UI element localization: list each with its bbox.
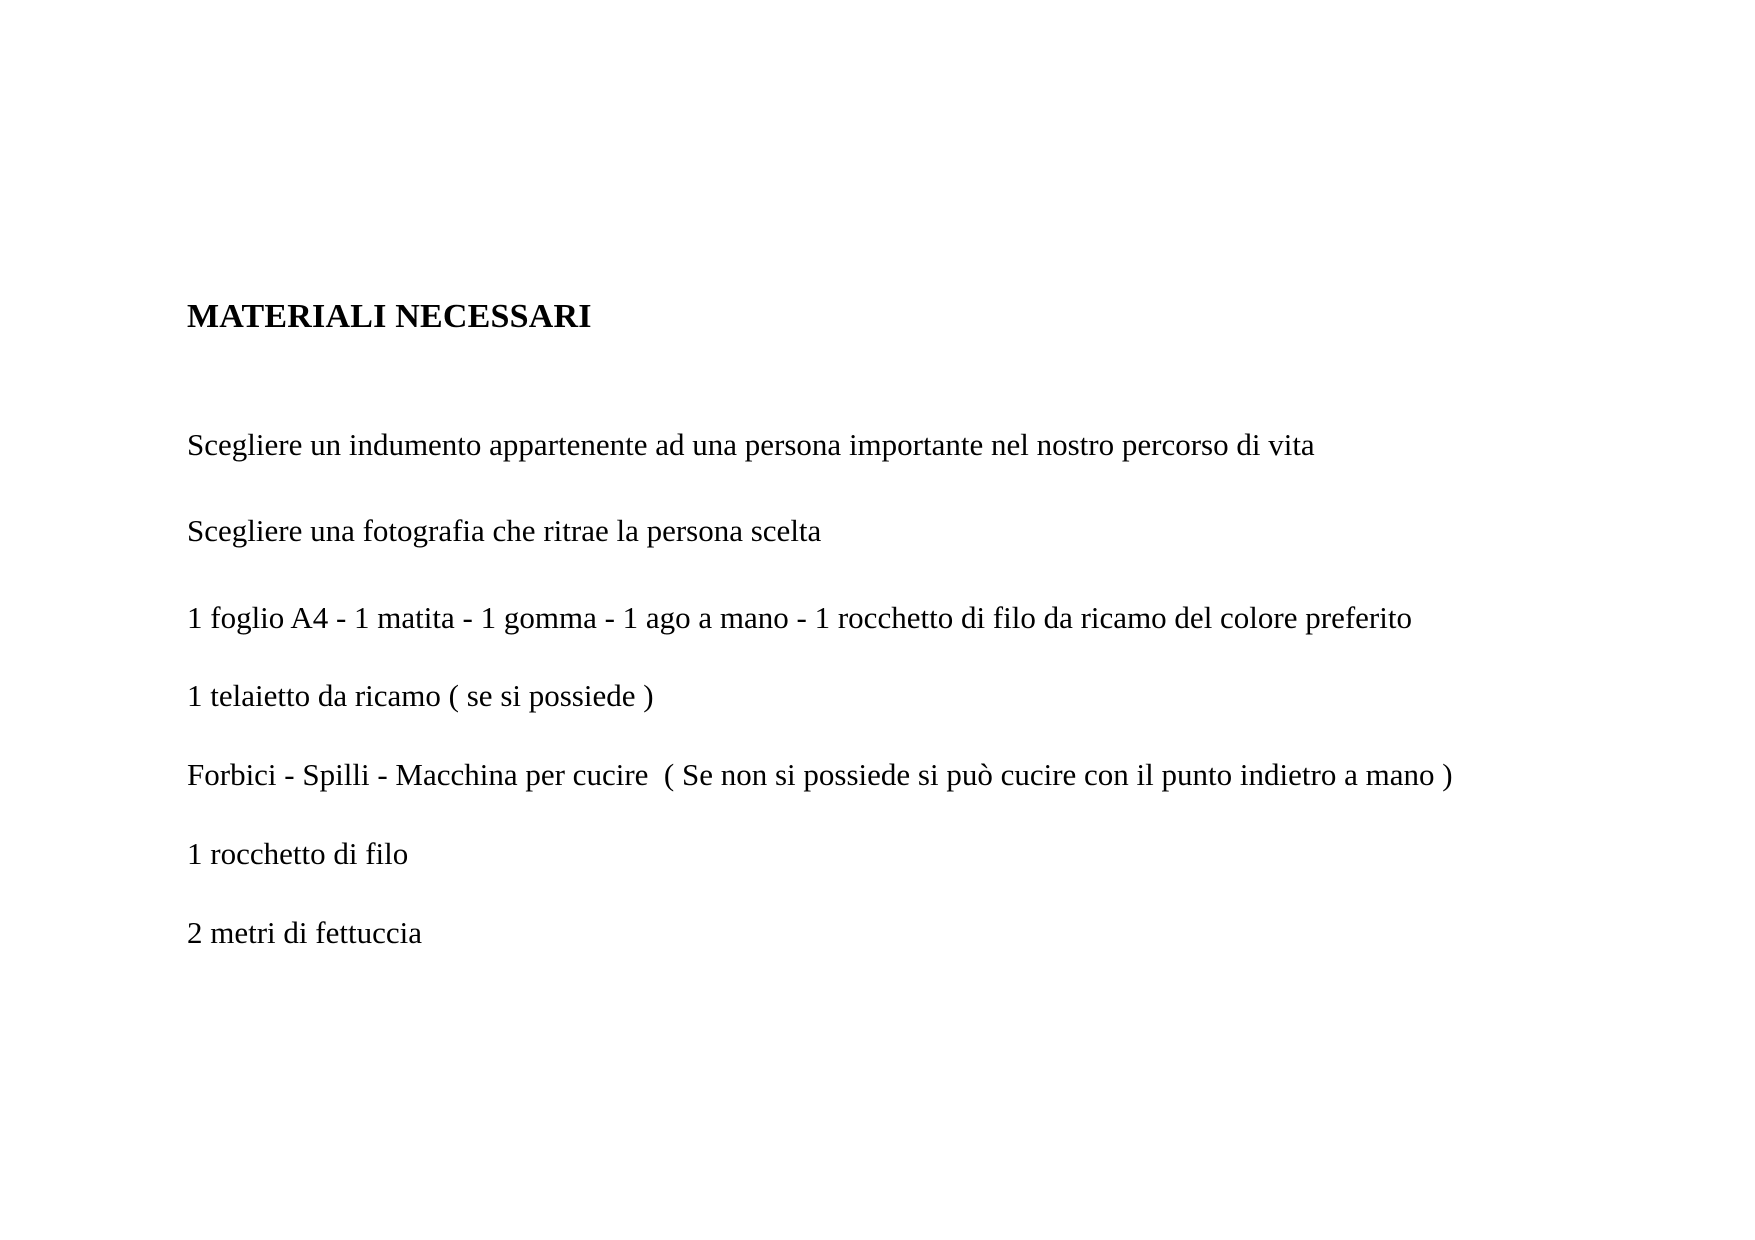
material-item: 1 rocchetto di filo xyxy=(187,836,409,871)
material-item: 1 telaietto da ricamo ( se si possiede ) xyxy=(187,678,654,713)
material-item: Scegliere un indumento appartenente ad una persona importante nel nostro percorso di vita xyxy=(187,427,1315,462)
document-title: MATERIALI NECESSARI xyxy=(187,298,592,335)
material-item: 1 foglio A4 - 1 matita - 1 gomma - 1 ago a mano - 1 rocchetto di filo da ricamo del colore preferito xyxy=(187,600,1412,635)
material-item: 2 metri di fettuccia xyxy=(187,915,422,950)
material-item: Scegliere una fotografia che ritrae la persona scelta xyxy=(187,513,822,548)
material-item: Forbici - Spilli - Macchina per cucire ( Se non si possiede si può cucire con il punto indietro a mano ) xyxy=(187,757,1453,792)
